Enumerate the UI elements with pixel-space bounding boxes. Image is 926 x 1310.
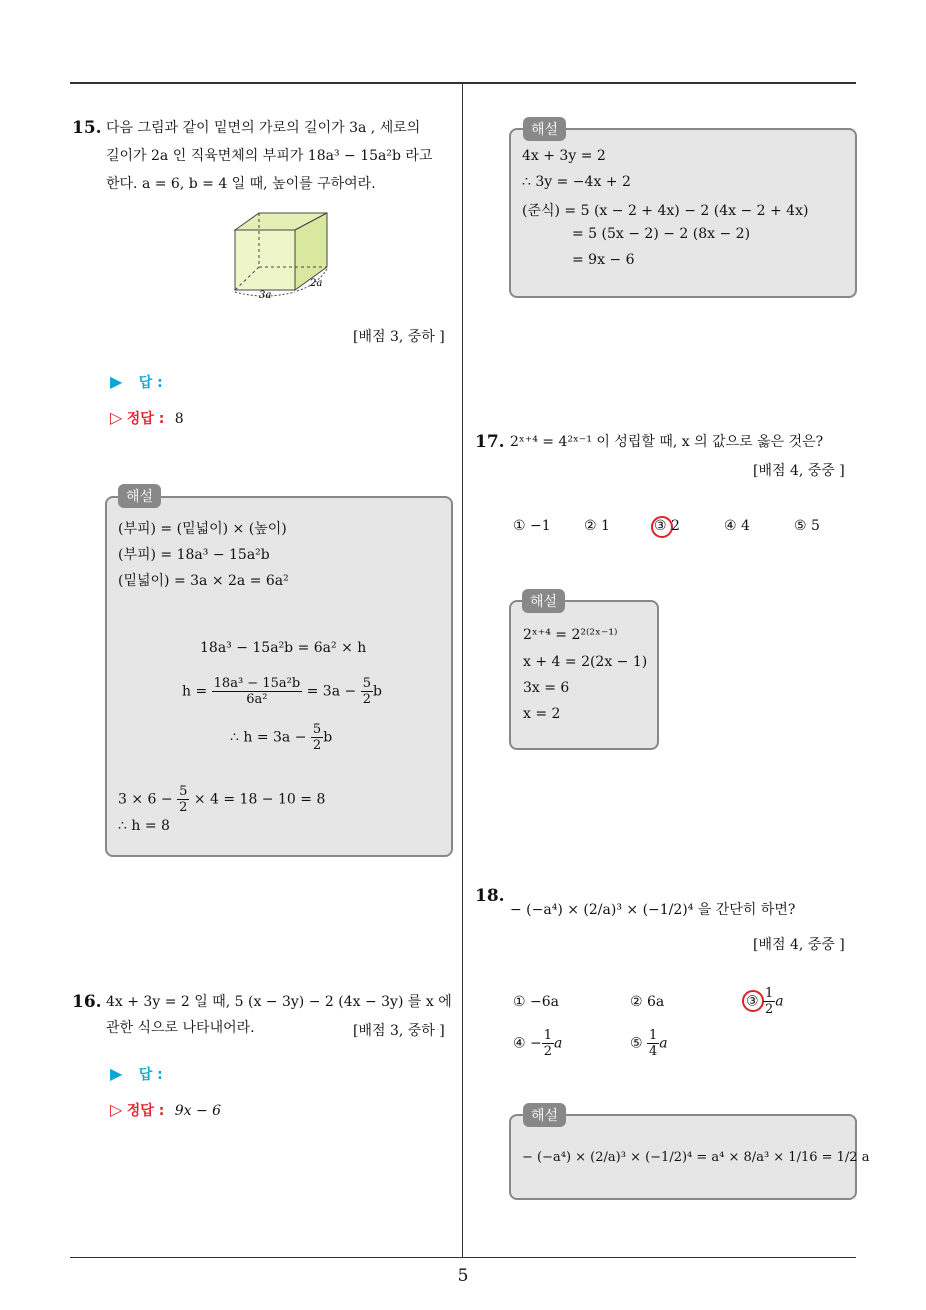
q17-exp-l4: x = 2 (523, 706, 561, 722)
q15-explanation-tag: 해설 (118, 484, 161, 508)
q18-choice-4[interactable]: ④ − $\frac{1}{2}$ a (513, 1028, 563, 1059)
q18-choice-1[interactable]: ① −6a (513, 994, 559, 1010)
q18-choice-5[interactable]: ⑤ $\frac{1}{4}$ a (630, 1028, 668, 1059)
fig-depth-label: 2a (310, 278, 323, 289)
q17-exp-l1: 2ˣ⁺⁴ = 2²⁽²ˣ⁻¹⁾ (523, 627, 618, 643)
q16-exp-l2: ∴ 3y = −4x + 2 (522, 174, 631, 190)
q16-correct-value: 9x − 6 (174, 1103, 222, 1119)
column-divider (462, 84, 463, 1258)
play-arrow-icon: ▶ (110, 372, 123, 391)
outline-arrow-icon: ▷ (110, 1100, 123, 1119)
q15-number: 15. (72, 118, 102, 138)
q16-exp-l1: 4x + 3y = 2 (522, 148, 606, 164)
q15-answer-label: 답 : (138, 375, 163, 391)
q17-number: 17. (475, 432, 505, 452)
q15-exp-l3: (밑넓이) = 3a × 2a = 6a² (118, 573, 289, 589)
q17-choice-1[interactable]: ① −1 (513, 518, 551, 534)
bottom-rule (70, 1257, 856, 1258)
q17-explanation-box (509, 600, 659, 750)
q15-correct-value: 8 (174, 411, 184, 427)
top-rule (70, 82, 856, 84)
q18-number: 18. (475, 886, 505, 906)
play-arrow-icon: ▶ (110, 1064, 123, 1083)
q15-exp-l5: h = $\frac{\text{18a³ − 15a²b}}{\text{6a²}}$ = 3a − $\frac{5}{2}$ b (182, 676, 382, 707)
q17-explanation-tag: 해설 (522, 589, 565, 613)
q17-choice-2[interactable]: ② 1 (584, 518, 610, 534)
q18-exp-line: − (−a⁴) × (2/a)³ × (−1/2)⁴ = a⁴ × 8/a³ × 1/16 = 1/2 a (522, 1150, 870, 1165)
fig-width-label: 3a (259, 290, 272, 300)
q15-exp-l7: 3 × 6 − $\frac{5}{2}$ × 4 = 18 − 10 = 8 (118, 784, 326, 815)
q16-explanation-tag: 해설 (523, 117, 566, 141)
q15-exp-l8: ∴ h = 8 (118, 818, 170, 834)
outline-arrow-icon: ▷ (110, 408, 123, 427)
q16-correct-label: 정답 : (126, 1103, 165, 1119)
q16-exp-l5: = 9x − 6 (572, 252, 635, 268)
q18-meta: [배점 4, 중중 ] (753, 937, 845, 953)
q18-text: − (−a⁴) × (2/a)³ × (−1/2)⁴ 을 간단히 하면? (510, 902, 796, 918)
q17-text: 2ˣ⁺⁴ = 4²ˣ⁻¹ 이 성립할 때, x 의 값으로 옳은 것은? (510, 434, 824, 450)
cuboid-figure (225, 205, 340, 300)
q16-answer-row[interactable] (110, 1064, 163, 1084)
q17-exp-l3: 3x = 6 (523, 680, 570, 696)
q15-line1: 다음 그림과 같이 밑면의 가로의 길이가 3a , 세로의 (106, 120, 421, 136)
q17-choice-3[interactable]: ③ 2 (654, 518, 680, 534)
q17-exp-l2: x + 4 = 2(2x − 1) (523, 654, 648, 670)
page-number: 5 (457, 1266, 469, 1286)
q18-explanation-tag: 해설 (523, 1103, 566, 1127)
q18-choice-3[interactable]: ③ $\frac{1}{2}$ a (746, 986, 784, 1017)
q16-meta: [배점 3, 중하 ] (353, 1023, 445, 1039)
q16-line2: 관한 식으로 나타내어라. (106, 1020, 255, 1036)
q15-correct-label: 정답 : (126, 411, 165, 427)
q15-exp-l1: (부피) = (밑넓이) × (높이) (118, 521, 287, 537)
q15-exp-l4: 18a³ − 15a²b = 6a² × h (200, 640, 367, 656)
q15-line2: 길이가 2a 인 직육면체의 부피가 18a³ − 15a²b 라고 (106, 148, 433, 164)
q16-exp-l4: = 5 (5x − 2) − 2 (8x − 2) (572, 226, 751, 242)
q15-answer-row[interactable] (110, 372, 163, 392)
q15-correct-row (110, 408, 184, 428)
q16-exp-l3: (준식) = 5 (x − 2 + 4x) − 2 (4x − 2 + 4x) (522, 203, 809, 219)
q17-choice-5[interactable]: ⑤ 5 (794, 518, 820, 534)
q15-meta: [배점 3, 중하 ] (353, 329, 445, 345)
q15-exp-l6: ∴ h = 3a − $\frac{5}{2}$ b (230, 722, 333, 753)
q16-correct-row (110, 1100, 221, 1120)
q16-number: 16. (72, 992, 102, 1012)
q17-meta: [배점 4, 중중 ] (753, 463, 845, 479)
q15-line3: 한다. a = 6, b = 4 일 때, 높이를 구하여라. (106, 176, 376, 192)
q15-exp-l2: (부피) = 18a³ − 15a²b (118, 547, 270, 563)
q16-answer-label: 답 : (138, 1067, 163, 1083)
q16-line1: 4x + 3y = 2 일 때, 5 (x − 3y) − 2 (4x − 3y) 를 x 에 (106, 994, 452, 1010)
q17-choice-4[interactable]: ④ 4 (724, 518, 750, 534)
q18-choice-2[interactable]: ② 6a (630, 994, 665, 1010)
